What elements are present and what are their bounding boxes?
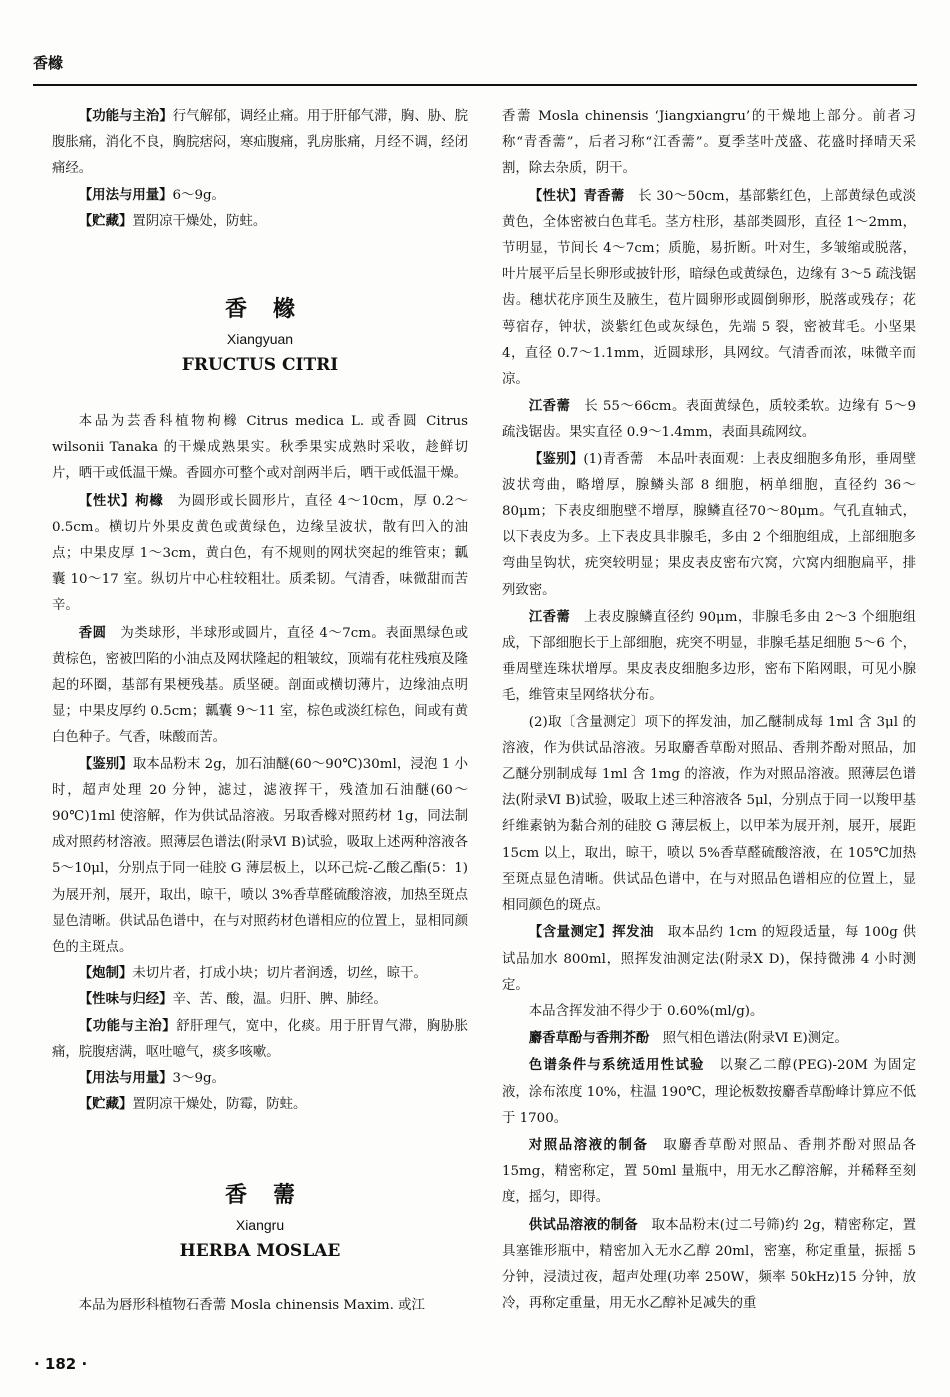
section-tag: 【鉴别】: [528, 451, 584, 467]
identification-paragraph: (2)取〔含量测定〕项下的挥发油，加乙醚制成每 1ml 含 3μl 的溶液，作为供试品溶液。另取麝香草酚对照品、香荆芥酚对照品，加乙醚分别制成每 1ml 含 1mg 的溶液，作为对照品溶液。照薄层色谱法(附录Ⅵ B)试验，吸取上述三种溶液各 5μl，分别点于同一以羧甲基纤维素钠为黏合剂的硅胶 G 薄层板上，以甲苯为展开剂，展开，展距 15cm 以上，取出，晾干，喷以 5%香草醛硫酸溶液，在 105℃加热至斑点显色清晰。供试品色谱中，在与对照品色谱相应的位置上，显相同颜色的斑点。: [502, 714, 916, 914]
subheading: 对照品溶液的制备: [528, 1136, 649, 1153]
identification-paragraph: [502, 604, 916, 710]
description-paragraph: [502, 183, 916, 394]
subheading: 江香薷: [528, 398, 571, 415]
section-text: 未切片者，打成小块；切片者润透，切丝，晾干。: [132, 966, 427, 982]
section-text: 为圆形或长圆形片，直径 4～10cm，厚 0.2～0.5cm。横切片外果皮黄色或黄绿色，边缘呈波状，散有凹入的油点；中果皮厚 1～3cm，黄白色，有不规则的网状突起的维管束；瓤囊 10～17 室。纵切片中心柱较粗壮。质柔韧。气清香，味微甜而苦辛。: [52, 493, 469, 614]
section-tag: 【用法与用量】: [78, 187, 173, 203]
assay-paragraph: [502, 1132, 916, 1212]
subheading: 香圆: [78, 624, 107, 641]
function-indication-paragraph: [52, 104, 468, 183]
section-tag: 【性味与归经】: [78, 992, 173, 1008]
section-tag: 【用法与用量】: [78, 1071, 173, 1087]
storage-paragraph: [52, 1092, 468, 1118]
entry-title-xiangyuan: 香橼: [224, 297, 321, 323]
assay-paragraph: [502, 1052, 916, 1132]
usage-dosage-paragraph: [52, 1066, 468, 1092]
section-tag: 【功能与主治】: [78, 109, 173, 124]
section-tag: 【炮制】: [78, 966, 133, 982]
subheading: 挥发油: [612, 924, 654, 941]
section-text: 取本品粉末 2g，加石油醚(60～90℃)30ml，浸泡 1 小时，超声处理 20 分钟，滤过，滤液挥干，残渣加石油醚(60～90℃)1ml 使溶解，作为供试品溶液。另取香橼对照药材 1g，同法制成对照药材溶液。照薄层色谱法(附录Ⅵ B)试验，吸取上述两种溶液各 5～10μl，分别点于同一硅胶 G 薄层板上，以环己烷-乙酸乙酯(5：1)为展开剂，展开，取出，晾干，喷以 3%香草醛硫酸溶液，加热至斑点显色清晰。供试品色谱中，在与对照药材色谱相应的位置上，显相同颜色的主斑点。: [52, 756, 469, 956]
section-text: 辛、苦、酸，温。归肝、脾、肺经。: [172, 992, 387, 1008]
section-text: 行气解郁，调经止痛。用于肝郁气滞，胸、胁、脘腹胀痛，消化不良，胸脘痞闷，寒疝腹痛，乳房胀痛，月经不调，经闭痛经。: [52, 109, 468, 177]
identification-paragraph: [52, 752, 468, 962]
subheading: 青香薷: [583, 187, 625, 204]
page-number: · 182 ·: [34, 1355, 88, 1373]
identification-paragraph: [502, 447, 916, 604]
section-text: 舒肝理气，宽中，化痰。用于肝胃气滞，胸胁胀痛，脘腹痞满，呕吐噫气，痰多咳嗽。: [52, 1018, 469, 1060]
header-rule: [33, 84, 917, 86]
source-continuation: 香薷 Mosla chinensis ‘Jiangxiangru’的干燥地上部分。前者习称“青香薷”，后者习称“江香薷”。夏季茎叶茂盛、花盛时择晴天采割，除去杂质，阴干。: [502, 109, 916, 177]
assay-paragraph: [502, 919, 916, 999]
entry-latin-xiangyuan: FRUCTUS CITRI: [181, 355, 339, 376]
section-tag: 【性状】: [78, 493, 136, 509]
section-text: 照气相色谱法(附录Ⅵ E)测定。: [662, 1031, 848, 1047]
section-text: 长 55～66cm。表面黄绿色，质较柔软。边缘有 5～9 疏浅锯齿。果实直径 0.9～1.4mm，表面具疏网纹。: [502, 399, 917, 441]
function-indication-paragraph: [52, 1014, 468, 1066]
section-text: 6～9g。: [172, 187, 225, 203]
section-text: 置阴凉干燥处，防蛀。: [132, 213, 267, 229]
description-paragraph: [502, 393, 916, 446]
section-tag: 【贮藏】: [78, 1097, 133, 1113]
section-tag: 【贮藏】: [78, 213, 133, 229]
subheading: 江香薷: [528, 608, 571, 625]
section-text: 置阴凉干燥处，防霉，防蛀。: [132, 1097, 307, 1113]
description-paragraph: [52, 620, 468, 752]
description-paragraph: [52, 488, 468, 620]
assay-paragraph: [502, 1212, 916, 1318]
source-paragraph: 本品为唇形科植物石香薷 Mosla chinensis Maxim. 或江: [78, 1297, 425, 1313]
subheading: 麝香草酚与香荆芥酚: [528, 1030, 650, 1047]
left-column: [52, 104, 468, 1319]
subheading: 枸橼: [135, 492, 164, 509]
section-tag: 【鉴别】: [78, 756, 133, 772]
assay-limit-paragraph: 本品含挥发油不得少于 0.60%(ml/g)。: [528, 1003, 764, 1019]
section-text: (1)青香薷 本品叶表面观：上表皮细胞多角形，垂周壁波状弯曲，略增厚，腺鳞头部 8 细胞，柄单细胞，直径约 36～80μm；下表皮细胞壁不增厚，腺鳞直径70～80μm。气孔直轴式，以下表皮为多。上下表皮具非腺毛，多由 2 个细胞组成，上部细胞多弯曲呈钩状，疣突较明显；果皮表皮密布穴窝，穴窝内细胞扁平，排列致密。: [502, 451, 917, 598]
processing-paragraph: [52, 961, 468, 987]
property-meridian-paragraph: [52, 987, 468, 1013]
section-text: 取麝香草酚对照品、香荆芥酚对照品各 15mg，精密称定，置 50ml 量瓶中，用无水乙醇溶解，并稀释至刻度，摇匀，即得。: [502, 1137, 917, 1206]
subheading: 色谱条件与系统适用性试验: [528, 1057, 705, 1074]
running-head: 香橼: [33, 54, 64, 72]
section-tag: 【性状】: [528, 188, 584, 204]
section-text: 取本品粉末(过二号筛)约 2g，精密称定，置具塞锥形瓶中，精密加入无水乙醇 20ml，密塞，称定重量，振摇 5 分钟，浸渍过夜，超声处理(功率 250W，频率 50kHz)15 分钟，放冷，再称定重量，用无水乙醇补足减失的重: [502, 1217, 916, 1312]
source-paragraph: 本品为芸香科植物枸橼 Citrus medica L. 或香圆 Citrus wilsonii Tanaka 的干燥成熟果实。秋季果实成熟时采收，趁鲜切片，晒干或低温干燥。香圆亦可整个或对剖两半后，晒干或低温干燥。: [52, 414, 468, 482]
right-column: [502, 104, 916, 1317]
section-text: 为类球形，半球形或圆片，直径 4～7cm。表面黑绿色或黄棕色，密被凹陷的小油点及网状隆起的粗皱纹，顶端有花柱残痕及隆起的环圈，基部有果梗残基。质坚硬。剖面或横切薄片，边缘油点明显；中果皮厚约 0.5cm；瓤囊 9～11 室，棕色或淡红棕色，间或有黄白色种子。气香，味酸而苦。: [52, 625, 469, 746]
section-text: 取本品约 1cm 的短段适量，每 100g 供试品加水 800ml，照挥发油测定法(附录Ⅹ D)，保持微沸 4 小时测定。: [502, 925, 917, 993]
section-text: 3～9g。: [172, 1071, 225, 1087]
subheading: 供试品溶液的制备: [528, 1216, 638, 1233]
entry-pinyin-xiangru: Xiangru: [235, 1216, 285, 1233]
section-text: 长 30～50cm，基部紫红色，上部黄绿色或淡黄色，全体密被白色茸毛。茎方柱形，基部类圆形，直径 1～2mm，节明显，节间长 4～7cm；质脆，易折断。叶对生，多皱缩或脱落，叶片展平后呈长卵形或披针形，暗绿色或黄绿色，边缘有 3～5 疏浅锯齿。穗状花序顶生及腋生，苞片圆卵形或圆倒卵形，脱落或残存；花萼宿存，钟状，淡紫红色或灰绿色，先端 5 裂，密被茸毛。小坚果 4，直径 0.7～1.1mm，近圆球形，具网纹。气清香而浓，味微辛而凉。: [502, 188, 917, 388]
section-tag: 【功能与主治】: [78, 1018, 177, 1034]
section-text: 以聚乙二醇(PEG)-20M 为固定液，涂布浓度 10%，柱温 190℃，理论板数按麝香草酚峰计算应不低于 1700。: [502, 1058, 917, 1126]
entry-title-xiangru: 香薷: [224, 1182, 321, 1208]
storage-paragraph: [52, 209, 468, 235]
usage-dosage-paragraph: [52, 183, 468, 209]
section-text: 上表皮腺鳞直径约 90μm，非腺毛多由 2～3 个细胞组成，下部细胞长于上部细胞，疣突不明显，非腺毛基足细胞 5～6 个，垂周壁连珠状增厚。果皮表皮细胞多边形，密布下陷网眼，可见小腺毛，维管束呈网络状分布。: [502, 609, 916, 704]
entry-pinyin-xiangyuan: Xiangyuan: [226, 331, 294, 348]
entry-latin-xiangru: HERBA MOSLAE: [179, 1240, 341, 1261]
section-tag: 【含量测定】: [528, 925, 613, 941]
assay-paragraph: [502, 1025, 916, 1052]
